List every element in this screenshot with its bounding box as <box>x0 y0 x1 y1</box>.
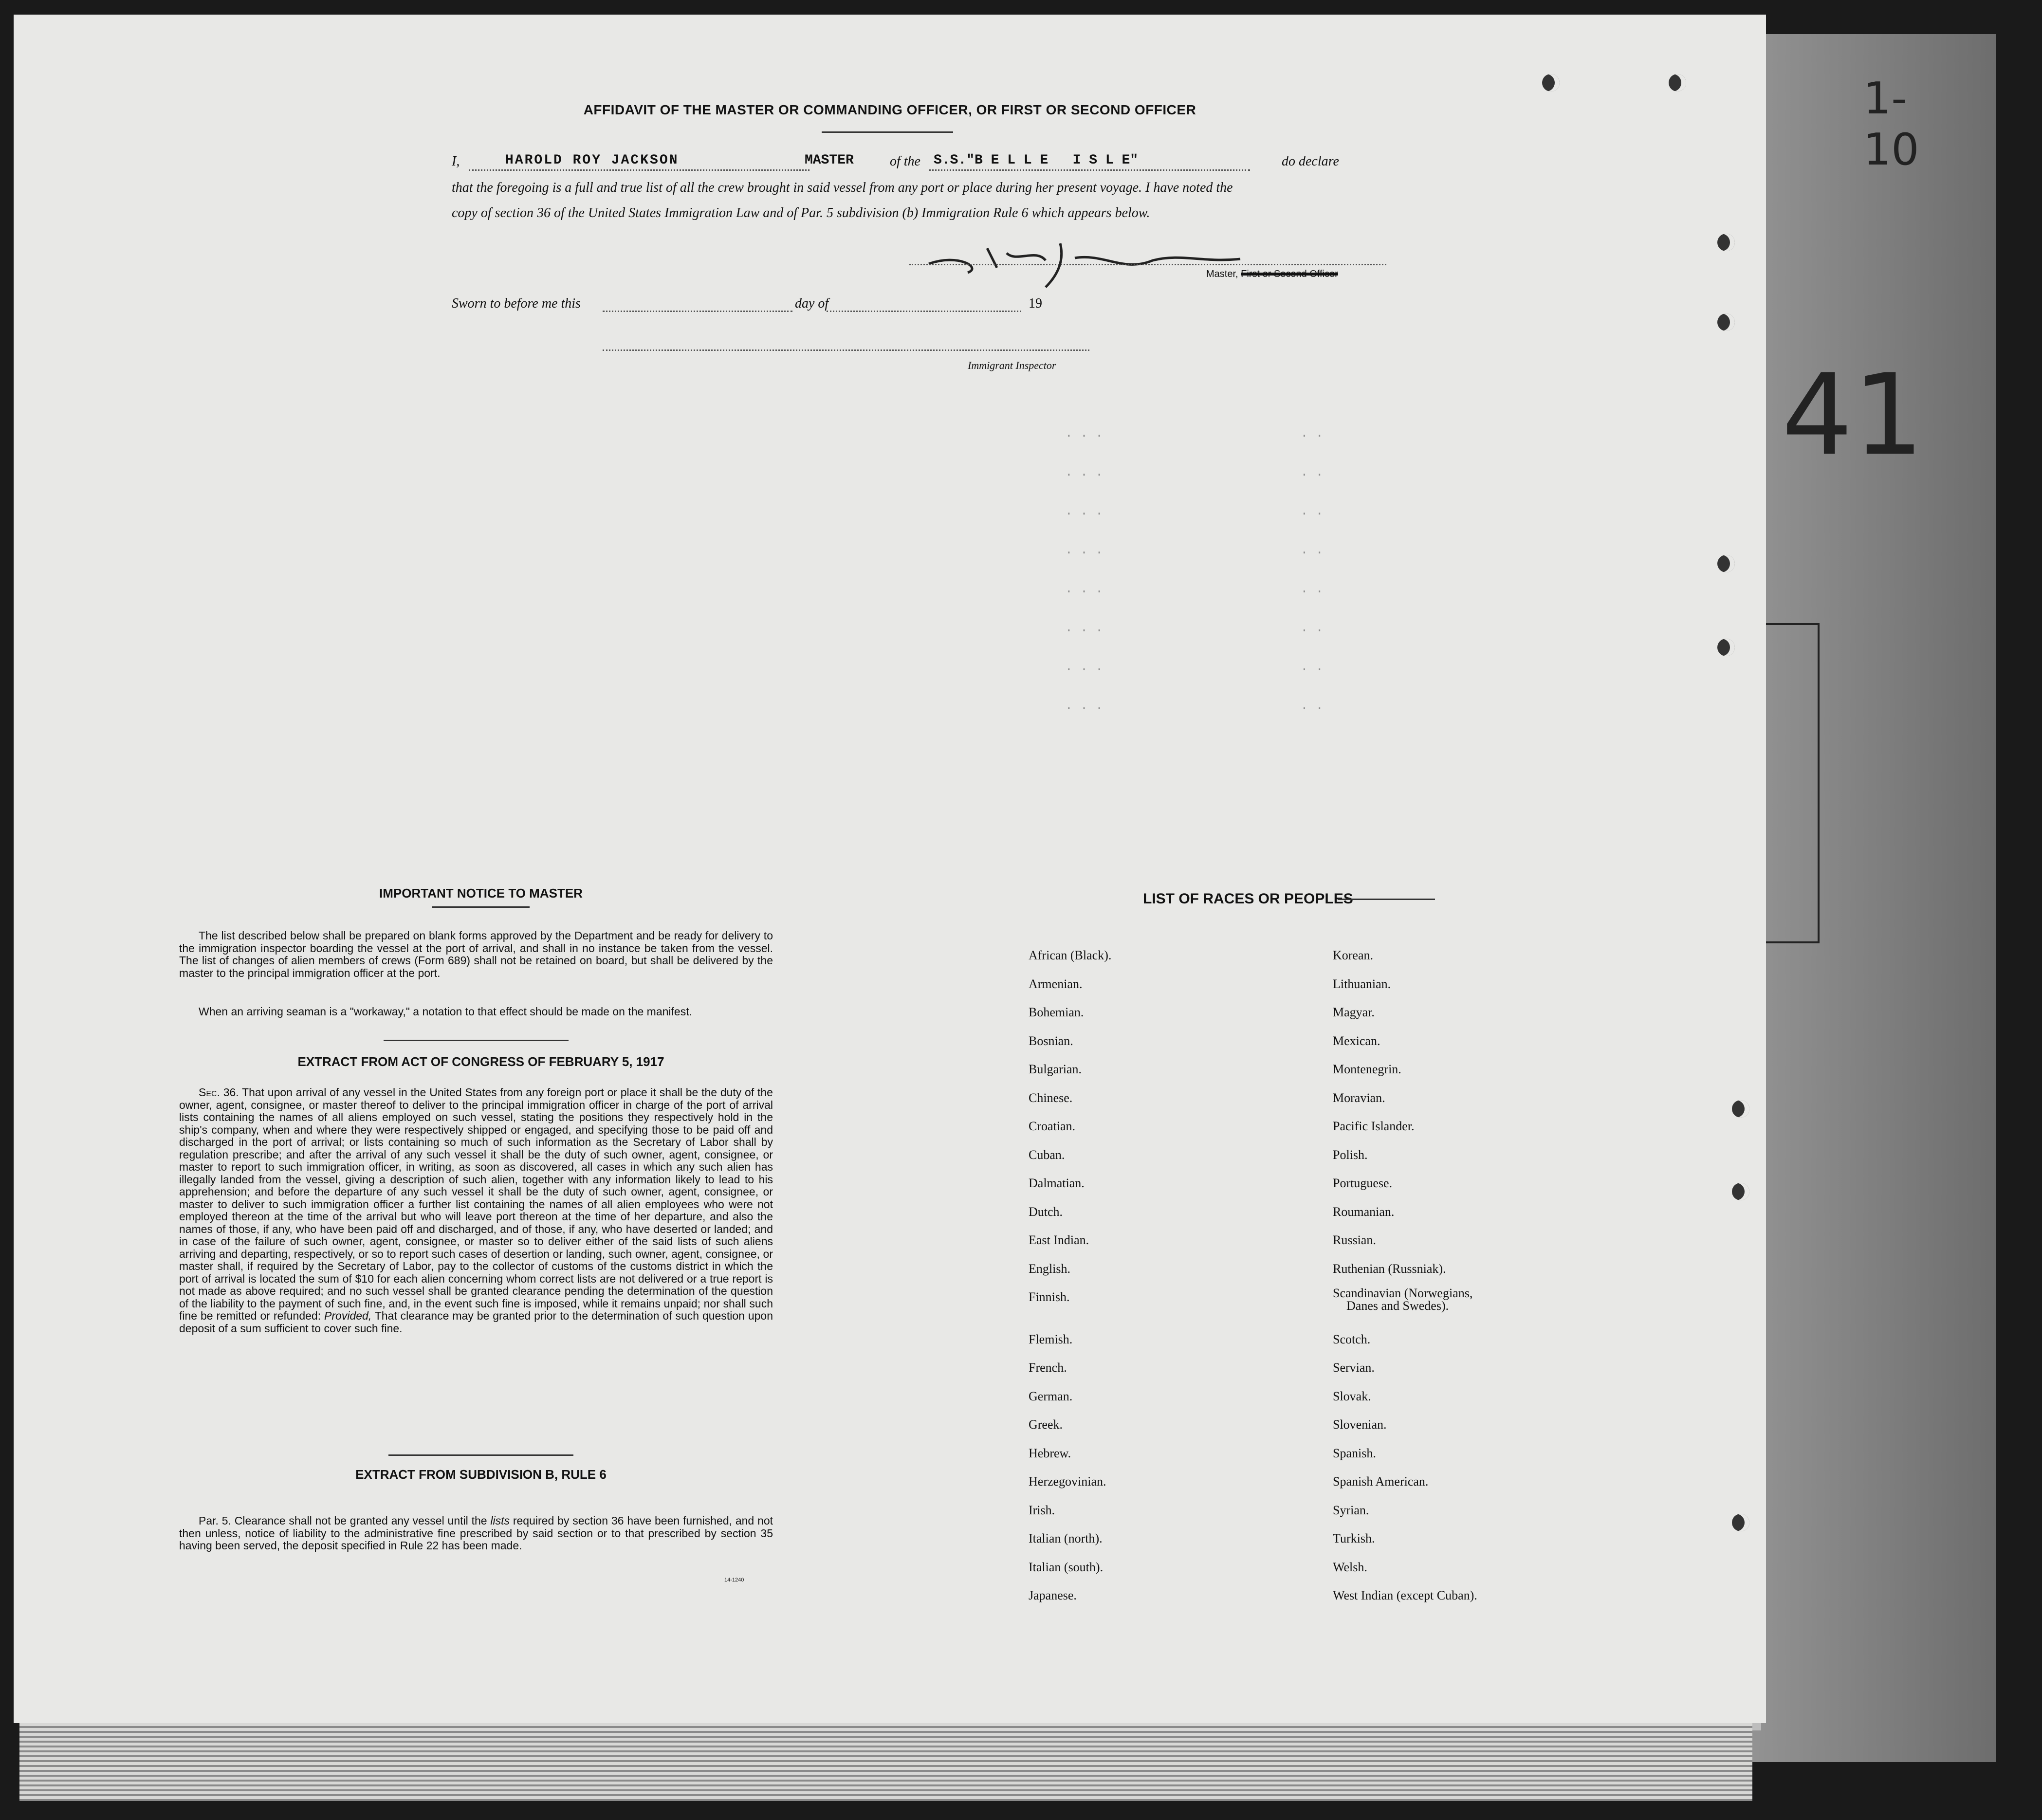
sworn-date-line <box>603 311 792 312</box>
race-item-left: Bosnian. <box>1029 1033 1073 1048</box>
inspector-line <box>603 349 1089 351</box>
binder-hole <box>1669 74 1686 92</box>
form-code: 14-1240 <box>724 1577 744 1583</box>
race-item-left: Irish. <box>1029 1503 1055 1517</box>
binder-hole <box>1732 1183 1749 1200</box>
rule-6-text-b: required by section 36 have been furnished, and not then unless, notice of liability to the administrative fine prescribed by said section or to that prescribed by section 35 having been served, the deposit specified in Rule 22 has been made. <box>179 1514 773 1552</box>
binder-hole <box>1717 555 1735 572</box>
notice-rule <box>432 906 530 908</box>
race-item-left: Bulgarian. <box>1029 1062 1082 1076</box>
binder-hole <box>1732 1100 1749 1118</box>
notice-heading: IMPORTANT NOTICE TO MASTER <box>379 886 583 901</box>
month-line <box>827 311 1021 312</box>
signature-line <box>909 264 1386 265</box>
stacked-pages-edge <box>19 1723 1752 1801</box>
race-item-right: Slovenian. <box>1333 1417 1387 1432</box>
notice-paragraph-2: When an arriving seaman is a "workaway," a notation to that effect should be made on the manifest. <box>199 1005 692 1018</box>
race-item-left: Greek. <box>1029 1417 1063 1432</box>
race-item-left: Flemish. <box>1029 1332 1073 1346</box>
race-item-left: Herzegovinian. <box>1029 1474 1106 1489</box>
master-signature <box>900 234 1299 292</box>
section-divider-1 <box>384 1040 569 1041</box>
race-item-right: Mexican. <box>1333 1033 1380 1048</box>
race-item-left: Dutch. <box>1029 1204 1063 1219</box>
of-the-label: of the <box>890 154 920 169</box>
vessel-name: S.S."B E L L E I S L E" <box>934 153 1139 168</box>
margin-number-41: 41 <box>1782 350 1924 480</box>
bleed-through-entries: . . . . . . . . . . . . . . . . . . . . . . . . . . . . . . . . . . . . . . . . <box>1065 426 1324 713</box>
races-heading: LIST OF RACES OR PEOPLES <box>1143 891 1353 907</box>
race-item-left: East Indian. <box>1029 1233 1089 1247</box>
name-line <box>469 169 809 171</box>
race-item-right: Ruthenian (Russniak). <box>1333 1261 1446 1276</box>
inspector-label: Immigrant Inspector <box>968 359 1056 371</box>
margin-number: 1-10 <box>1863 73 1919 175</box>
section-36-text <box>179 1086 773 1335</box>
binder-hole <box>1732 1514 1749 1531</box>
year-prefix: 19 <box>1029 296 1042 311</box>
race-item-right: West Indian (except Cuban). <box>1333 1588 1477 1602</box>
race-item-right: Welsh. <box>1333 1560 1367 1574</box>
race-item-left: German. <box>1029 1389 1073 1403</box>
race-item-right: Scandinavian (Norwegians, <box>1333 1286 1473 1300</box>
race-item-right: Magyar. <box>1333 1005 1375 1019</box>
race-item-left: African (Black). <box>1029 948 1112 962</box>
affidavit-i-label: I, <box>452 154 460 169</box>
notice-paragraph: The list described below shall be prepared on blank forms approved by the Department and be ready for delivery to the immigration inspector boarding the vessel at the port of arrival, and shall in no instance be taken from the vessel. The list of changes of alien members of crews (Form 689) shall not be retained on board, but shall be delivered by the master to the principal immigration officer at the port. <box>179 929 773 979</box>
rule-6-text <box>179 1515 773 1552</box>
race-item-left: Armenian. <box>1029 976 1083 991</box>
provided-word: Provided, <box>324 1309 372 1322</box>
rule-6-text-a: Par. 5. Clearance shall not be granted any vessel until the <box>199 1514 487 1527</box>
race-item-right: Lithuanian. <box>1333 976 1391 991</box>
binder-hole <box>1717 234 1735 251</box>
race-item-left: English. <box>1029 1261 1070 1276</box>
vessel-line <box>929 169 1250 171</box>
extract-act-heading: EXTRACT FROM ACT OF CONGRESS OF FEBRUARY 5, 1917 <box>297 1054 664 1069</box>
section-36-label: Sec. 36. <box>199 1086 239 1099</box>
affidavit-line-3: copy of section 36 of the United States Immigration Law and of Par. 5 subdivision (b) Immigration Rule 6 which appears below. <box>452 205 1150 221</box>
race-item-right: Spanish American. <box>1333 1474 1429 1489</box>
race-item-right: Korean. <box>1333 948 1374 962</box>
race-item-left: Japanese. <box>1029 1588 1077 1602</box>
race-item-left: Italian (north). <box>1029 1531 1103 1545</box>
race-item-left: Chinese. <box>1029 1090 1073 1105</box>
signer-master-label: Master, <box>1206 269 1238 279</box>
signer-title <box>1206 269 1338 280</box>
race-item-right: Polish. <box>1333 1147 1368 1162</box>
affidavit-line-2: that the foregoing is a full and true list of all the crew brought in said vessel from any port or place during her present voyage. I have noted the <box>452 180 1233 195</box>
section-36-body: That upon arrival of any vessel in the United States from any foreign port or place it shall be the duty of the owner, agent, consignee, or master thereof to deliver to the principal immigration officer in charge of the port of arrival lists containing the names of all aliens employed on such vessel, stating the positions they respectively hold in the ship's company, when and where they were respectively shipped or engaged, and specifying those to be paid off and discharged in the port of arrival; or lists containing so much of such information as the Secretary of Labor shall by regulation prescribe; and after the arrival of any such vessel it shall be the duty of such owner, agent, consignee, or master to report to such immigration officer, in writing, as soon as discovered, all cases in which any such alien has illegally landed from the vessel, giving a description of such alien, together with any information likely to lead to his apprehension; and before the departure of any such vessel it shall be the duty of such owner, agent, consignee, or master to deliver to such immigration officer a further list containing the names of all alien employees who were not employed thereon at the time of the arrival but who will leave port thereon at the time of her departure, and also the names of those, if any, who have been paid off and discharged, and of those, if any, who have deserted or landed; and in case of the failure of such owner, agent, consignee, or master so to deliver either of the said lists of such aliens arriving and departing, respectively, or so to report such cases of desertion or landing, such owner, agent, consignee, or master shall, if required by the Secretary of Labor, pay to the collector of customs of the customs district in which the port of arrival is located the sum of $10 for each alien concerning whom correct lists are not delivered or a true report is not made as above required; and no such vessel shall be granted clearance pending the determination of the question of the liability to the payment of such fine, and, in the event such fine is imposed, while it remains unpaid; nor shall such fine be remitted or refunded: <box>179 1086 773 1322</box>
race-item-left: Finnish. <box>1029 1290 1070 1304</box>
race-item-right: Roumanian. <box>1333 1204 1395 1219</box>
page-title: AFFIDAVIT OF THE MASTER OR COMMANDING OFFICER, OR FIRST OR SECOND OFFICER <box>583 102 1196 117</box>
do-declare-label: do declare <box>1282 154 1339 169</box>
rank-value: MASTER <box>805 153 854 168</box>
lists-word: lists <box>490 1514 510 1527</box>
race-item-left: Hebrew. <box>1029 1446 1071 1460</box>
race-item-right: Scotch. <box>1333 1332 1371 1346</box>
signer-struck-title: First or Second Officer <box>1241 269 1338 279</box>
document-page <box>14 15 1919 1723</box>
binder-hole <box>1542 74 1560 92</box>
race-item-right: Syrian. <box>1333 1503 1369 1517</box>
section-36-end: That clearance may be granted prior to the determination of such question upon deposit of a sum sufficient to cover such fine. <box>179 1309 773 1335</box>
race-item-right: Montenegrin. <box>1333 1062 1401 1076</box>
race-item-right: Pacific Islander. <box>1333 1119 1415 1133</box>
race-item-right: Spanish. <box>1333 1446 1376 1460</box>
sworn-label: Sworn to before me this <box>452 296 581 311</box>
race-scandinavian-line-2: Danes and Swedes). <box>1346 1299 1449 1313</box>
race-item-right: Moravian. <box>1333 1090 1385 1105</box>
section-divider-2 <box>388 1454 573 1456</box>
race-item-left: Croatian. <box>1029 1119 1076 1133</box>
binder-hole <box>1717 639 1735 656</box>
race-item-right: Turkish. <box>1333 1531 1375 1545</box>
race-item-left: Cuban. <box>1029 1147 1065 1162</box>
race-item-left: Dalmatian. <box>1029 1176 1085 1190</box>
race-item-left: French. <box>1029 1360 1067 1375</box>
title-rule <box>822 131 953 133</box>
day-of-label: day of <box>795 296 829 311</box>
race-item-left: Bohemian. <box>1029 1005 1084 1019</box>
binder-hole <box>1717 313 1735 331</box>
races-rule <box>1338 899 1435 900</box>
race-item-right: Portuguese. <box>1333 1176 1393 1190</box>
race-item-right: Servian. <box>1333 1360 1375 1375</box>
race-item-right: Russian. <box>1333 1233 1376 1247</box>
race-item-right: Slovak. <box>1333 1389 1371 1403</box>
extract-rule-heading: EXTRACT FROM SUBDIVISION B, RULE 6 <box>355 1467 607 1482</box>
master-name: HAROLD ROY JACKSON <box>505 153 679 168</box>
race-item-left: Italian (south). <box>1029 1560 1104 1574</box>
